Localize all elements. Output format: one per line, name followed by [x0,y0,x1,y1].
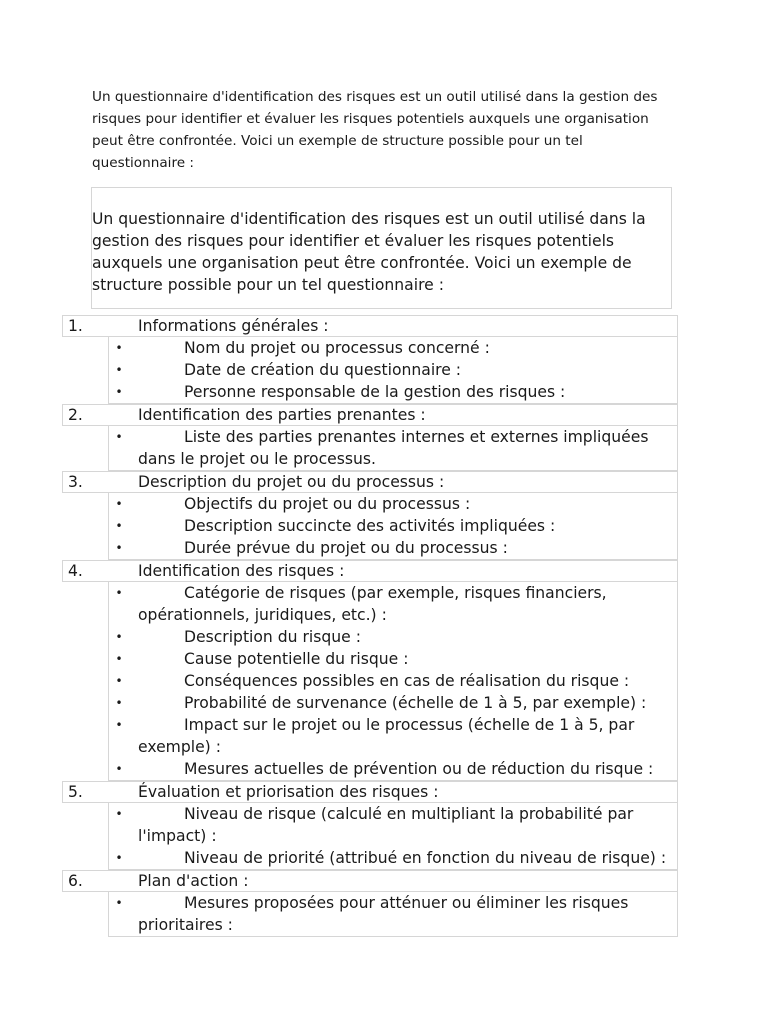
list-item [109,670,677,692]
section-number: 3. [68,473,83,491]
list-item-text: Impact sur le projet ou le processus (échelle de 1 à 5, par exemple) : [138,716,635,756]
section-title: Identification des risques : [138,562,345,580]
section-heading [62,870,678,892]
list-item [109,582,677,626]
list-item [109,847,677,869]
section-heading [62,315,678,337]
bullet-icon: • [115,586,123,600]
section-items [108,337,678,404]
bullet-icon: • [115,674,123,688]
section-number: 2. [68,406,83,424]
list-item-text: Description du risque : [184,628,361,646]
list-item-text: Cause potentielle du risque : [184,650,409,668]
list-item [109,692,677,714]
list-item-text: Liste des parties prenantes internes et externes impliquées dans le projet ou le processus. [138,428,649,468]
section-heading [62,404,678,426]
bullet-icon: • [115,363,123,377]
list-item [109,359,677,381]
bullet-icon: • [115,630,123,644]
intro-paragraph: Un questionnaire d'identification des risques est un outil utilisé dans la gestion des risques pour identifier et évaluer les risques potentiels auxquels une organisation peut être confrontée. Voici un exemple de structure possible pour un tel questionnaire : [92,89,658,171]
list-item-text: Catégorie de risques (par exemple, risques financiers, opérationnels, juridiques, etc.) : [138,584,607,624]
section-heading [62,560,678,582]
bullet-icon: • [115,541,123,555]
bullet-icon: • [115,430,123,444]
list-item [109,515,677,537]
list-item-text: Mesures actuelles de prévention ou de réduction du risque : [184,760,654,778]
bullet-icon: • [115,497,123,511]
section-heading [62,781,678,803]
section-number: 5. [68,783,83,801]
outline-list [62,315,678,937]
list-item-text: Niveau de priorité (attribué en fonction du niveau de risque) : [184,849,667,867]
section-title: Informations générales : [138,317,329,335]
section-title: Plan d'action : [138,872,249,890]
list-item [109,337,677,359]
section-number: 4. [68,562,83,580]
list-item-text: Description succincte des activités impliquées : [184,517,556,535]
bullet-icon: • [115,519,123,533]
list-item-text: Durée prévue du projet ou du processus : [184,539,508,557]
list-item-text: Nom du projet ou processus concerné : [184,339,490,357]
section-title: Description du projet ou du processus : [138,473,445,491]
list-item-text: Date de création du questionnaire : [184,361,462,379]
list-item [109,648,677,670]
section-title: Identification des parties prenantes : [138,406,426,424]
list-item [109,537,677,559]
list-item [109,758,677,780]
bullet-icon: • [115,718,123,732]
list-item [109,626,677,648]
section-items [108,493,678,560]
section-title: Évaluation et priorisation des risques : [138,783,439,801]
section-items [108,803,678,870]
list-item-text: Probabilité de survenance (échelle de 1 à 5, par exemple) : [184,694,647,712]
bullet-icon: • [115,896,123,910]
list-item [109,714,677,758]
bullet-icon: • [115,341,123,355]
section-heading [62,471,678,493]
list-item [109,892,677,936]
list-item-text: Niveau de risque (calculé en multipliant la probabilité par l'impact) : [138,805,634,845]
bullet-icon: • [115,385,123,399]
list-item-text: Mesures proposées pour atténuer ou éliminer les risques prioritaires : [138,894,629,934]
list-item-text: Conséquences possibles en cas de réalisation du risque : [184,672,630,690]
bullet-icon: • [115,807,123,821]
bullet-icon: • [115,851,123,865]
list-item [109,426,677,470]
section-number: 6. [68,872,83,890]
list-item [109,493,677,515]
quote-box [91,187,672,309]
bullet-icon: • [115,762,123,776]
list-item-text: Objectifs du projet ou du processus : [184,495,471,513]
list-item-text: Personne responsable de la gestion des risques : [184,383,566,401]
list-item [109,803,677,847]
section-items [108,426,678,471]
bullet-icon: • [115,696,123,710]
quote-box-text: Un questionnaire d'identification des risques est un outil utilisé dans la gestion des risques pour identifier et évaluer les risques potentiels auxquels une organisation peut être confrontée. Voici un exemple de structure possible pour un tel questionnaire : [92,210,646,294]
section-number: 1. [68,317,83,335]
bullet-icon: • [115,652,123,666]
section-items [108,892,678,937]
list-item [109,381,677,403]
section-items [108,582,678,781]
